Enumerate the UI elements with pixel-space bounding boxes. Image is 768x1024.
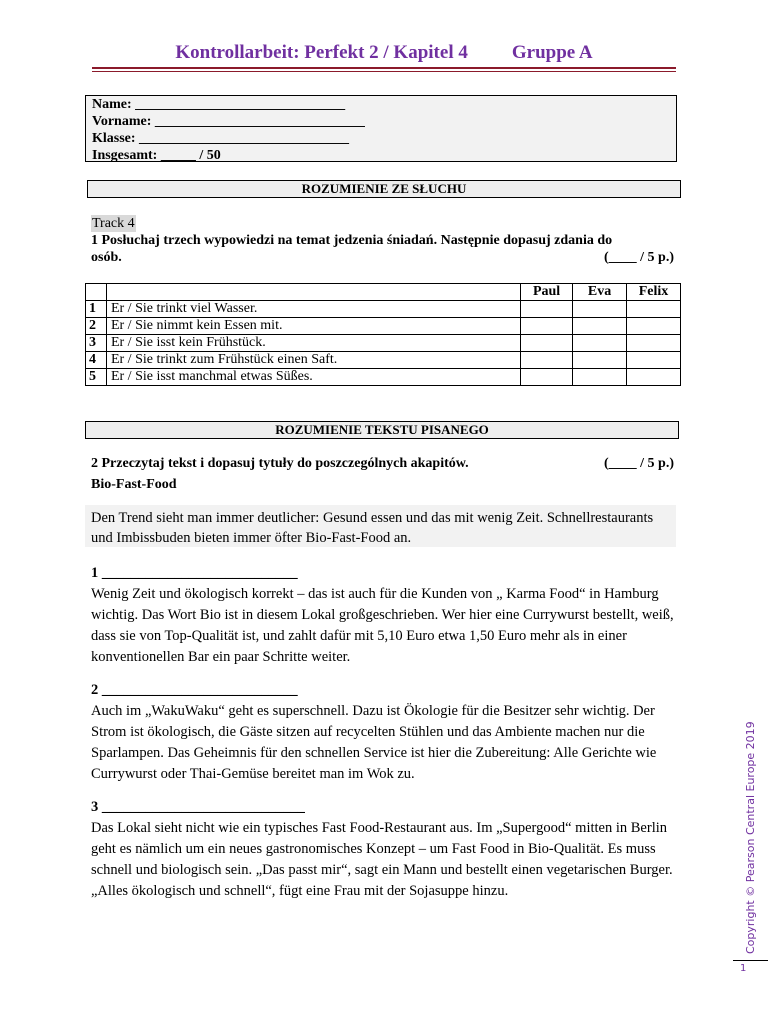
answer-cell[interactable] bbox=[627, 318, 681, 335]
row-number: 3 bbox=[86, 335, 107, 352]
row-statement: Er / Sie isst kein Frühstück. bbox=[106, 335, 520, 352]
answer-cell[interactable] bbox=[627, 301, 681, 318]
column-header: Paul bbox=[521, 284, 573, 301]
answer-cell[interactable] bbox=[627, 369, 681, 386]
paragraph-title-blank[interactable]: 2 ___________________________ bbox=[91, 682, 298, 698]
section-reading-header: ROZUMIENIE TEKSTU PISANEGO bbox=[85, 421, 679, 439]
table-header-row bbox=[86, 284, 681, 301]
track-label: Track 4 bbox=[92, 216, 135, 231]
paragraph-text: Das Lokal sieht nicht wie ein typisches Fast Food-Restaurant aus. Im „Supergood“ mitten in Berlin geht es nämlich um ein neues gastronomisches Konzept – um Fast Food in Bio-Qualität. Es muss schnell und biologisch sein. „Das passt mir“, sagt ein Mann und bestellt einen vegetarischen Burger. „Alles ökologisch und schnell“, fügt eine Frau mit der Sojasuppe hinzu. bbox=[91, 820, 673, 899]
task1-instruction bbox=[91, 232, 674, 266]
answer-cell[interactable] bbox=[627, 352, 681, 369]
row-statement: Er / Sie trinkt zum Frühstück einen Saft. bbox=[106, 352, 520, 369]
vorname-field[interactable]: Vorname: ______________________________ bbox=[92, 114, 365, 129]
title-rule bbox=[92, 67, 676, 69]
table-row bbox=[86, 352, 681, 369]
row-number: 2 bbox=[86, 318, 107, 335]
task2-instruction bbox=[91, 455, 674, 472]
row-number: 1 bbox=[86, 301, 107, 318]
answer-cell[interactable] bbox=[573, 352, 627, 369]
row-number: 4 bbox=[86, 352, 107, 369]
answer-cell[interactable] bbox=[521, 335, 573, 352]
group-label: Gruppe A bbox=[511, 42, 593, 63]
title-rule-thin bbox=[92, 71, 676, 72]
table-row bbox=[86, 369, 681, 386]
task2-text: 2 Przeczytaj tekst i dopasuj tytuły do poszczególnych akapitów. bbox=[91, 456, 469, 471]
task1-line2: osób. bbox=[91, 250, 122, 265]
row-statement: Er / Sie trinkt viel Wasser. bbox=[106, 301, 520, 318]
page-number: 1 bbox=[740, 963, 747, 974]
section-listening-header: ROZUMIENIE ZE SŁUCHU bbox=[87, 180, 681, 198]
answer-cell[interactable] bbox=[521, 352, 573, 369]
column-header: Felix bbox=[627, 284, 681, 301]
paragraph-text: Auch im „WakuWaku“ geht es superschnell. Dazu ist Ökologie für die Besitzer sehr wichtig. Der Strom ist ökologisch, die Gäste sitzen auf recycelten Stühlen und das Ambiente machen nur die Sparlampen. Das Geheimnis für den schnellen Service ist hier die Zubereitung: Alle Gerichte wie Currywurst oder Thai-Gemüse bereitet man im Wok zu. bbox=[91, 703, 657, 782]
answer-cell[interactable] bbox=[573, 369, 627, 386]
answer-cell[interactable] bbox=[627, 335, 681, 352]
paragraph-1 bbox=[91, 563, 681, 668]
klasse-field[interactable]: Klasse: ______________________________ bbox=[92, 131, 350, 146]
student-info-box bbox=[85, 95, 677, 162]
copyright-notice: Copyright © Pearson Central Europe 2019 bbox=[744, 721, 757, 954]
task2-points: (____ / 5 p.) bbox=[604, 456, 674, 471]
answer-cell[interactable] bbox=[573, 318, 627, 335]
row-statement: Er / Sie nimmt kein Essen mit. bbox=[106, 318, 520, 335]
table-row bbox=[86, 335, 681, 352]
answer-cell[interactable] bbox=[521, 301, 573, 318]
paragraph-3 bbox=[91, 797, 681, 902]
task1-points: (____ / 5 p.) bbox=[604, 250, 674, 265]
answer-cell[interactable] bbox=[521, 369, 573, 386]
answer-cell[interactable] bbox=[521, 318, 573, 335]
row-number: 5 bbox=[86, 369, 107, 386]
paragraph-title-blank[interactable]: 1 ___________________________ bbox=[91, 565, 298, 581]
answer-cell[interactable] bbox=[573, 301, 627, 318]
paragraph-2 bbox=[91, 680, 681, 785]
intro-box: Den Trend sieht man immer deutlicher: Gesund essen und das mit wenig Zeit. Schnellrestaurants und Imbissbuden bieten immer öfter Bio-Fast-Food an. bbox=[85, 505, 676, 547]
page-number-rule bbox=[733, 960, 768, 961]
text-title: Bio-Fast-Food bbox=[91, 477, 177, 492]
paragraph-title-blank[interactable]: 3 ____________________________ bbox=[91, 799, 305, 815]
total-score-field[interactable]: Insgesamt: _____ / 50 bbox=[92, 148, 221, 163]
name-field[interactable]: Name: ______________________________ bbox=[92, 97, 346, 112]
title-text: Kontrollarbeit: Perfekt 2 / Kapitel 4 bbox=[175, 42, 468, 63]
page-title bbox=[0, 42, 768, 64]
row-statement: Er / Sie isst manchmal etwas Süßes. bbox=[106, 369, 520, 386]
table-row bbox=[86, 301, 681, 318]
matching-table bbox=[85, 283, 681, 386]
column-header: Eva bbox=[573, 284, 627, 301]
answer-cell[interactable] bbox=[573, 335, 627, 352]
table-row bbox=[86, 318, 681, 335]
paragraph-text: Wenig Zeit und ökologisch korrekt – das ist auch für die Kunden von „ Karma Food“ in Hamburg wichtig. Das Wort Bio ist in diesem Lokal großgeschrieben. Wer hier eine Currywurst bestellt, weiß, dass sie von Top-Qualität ist, und zahlt dafür mit 5,10 Euro etwa 1,50 Euro mehr als in einer konventionellen Bar ein paar Schritte weiter. bbox=[91, 586, 674, 665]
task1-line1: 1 Posłuchaj trzech wypowiedzi na temat jedzenia śniadań. Następnie dopasuj zdania do bbox=[91, 233, 613, 248]
